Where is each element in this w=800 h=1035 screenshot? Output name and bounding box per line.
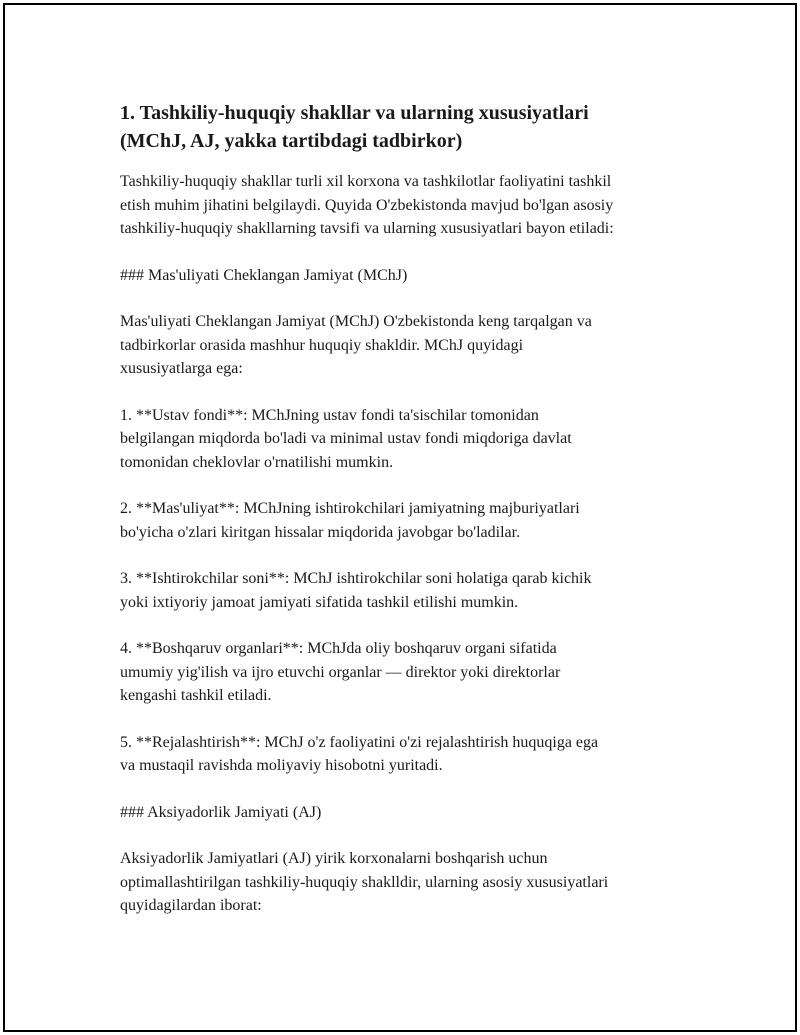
- mchj-description-paragraph: Mas'uliyati Cheklangan Jamiyat (MChJ) O'zbekistonda keng tarqalgan va tadbirkorlar orasida mashhur huquqiy shakldir. MChJ quyidagi xususiyatlarga ega:: [120, 313, 592, 377]
- intro-paragraph: Tashkiliy-huquqiy shakllar turli xil korxona va tashkilotlar faoliyatini tashkil etish muhim jihatini belgilaydi. Quyida O'zbekistonda mavjud bo'lgan asosiy tashkiliy-huquqiy shakllarning tavsifi va ularning xususiyatlari bayon etiladi:: [120, 173, 614, 237]
- list-item-ishtirokchilar-soni: 3. **Ishtirokchilar soni**: MChJ ishtirokchilar soni holatiga qarab kichik yoki ixtiyoriy jamoat jamiyati sifatida tashkil etilishi mumkin.: [120, 570, 592, 611]
- list-item-rejalashtirish: 5. **Rejalashtirish**: MChJ o'z faoliyatini o'zi rejalashtirish huquqiga ega va mustaqil ravishda moliyaviy hisobotni yuritadi.: [120, 733, 599, 774]
- section-heading-mchj: ### Mas'uliyati Cheklangan Jamiyat (MChJ): [120, 266, 408, 284]
- section-heading-aj: ### Aksiyadorlik Jamiyati (AJ): [120, 803, 322, 821]
- list-item-boshqaruv-organlari: 4. **Boshqaruv organlari**: MChJda oliy boshqaruv organi sifatida umumiy yig'ilish va ijro etuvchi organlar — direktor yoki direktorlar kengashi tashkil etiladi.: [120, 640, 561, 704]
- list-item-masuliyat: 2. **Mas'uliyat**: MChJning ishtirokchilari jamiyatning majburiyatlari bo'yicha o'zlari kiritgan hissalar miqdorida javobgar bo'ladilar.: [120, 500, 580, 541]
- document-page: [3, 3, 797, 1032]
- aj-description-paragraph: Aksiyadorlik Jamiyatlari (AJ) yirik korxonalarni boshqarish uchun optimallashtirilgan tashkiliy-huquqiy shaklldir, ularning asosiy xususiyatlari quyidagilardan iborat:: [120, 850, 609, 914]
- document-title: 1. Tashkiliy-huquqiy shakllar va ularning xususiyatlari (MChJ, AJ, yakka tartibdagi tadbirkor): [120, 102, 589, 152]
- document-body: [120, 99, 705, 940]
- list-item-ustav-fondi: 1. **Ustav fondi**: MChJning ustav fondi ta'sischilar tomonidan belgilangan miqdorda bo'ladi va minimal ustav fondi miqdoriga davlat tomonidan cheklovlar o'rnatilishi mumkin.: [120, 406, 572, 471]
